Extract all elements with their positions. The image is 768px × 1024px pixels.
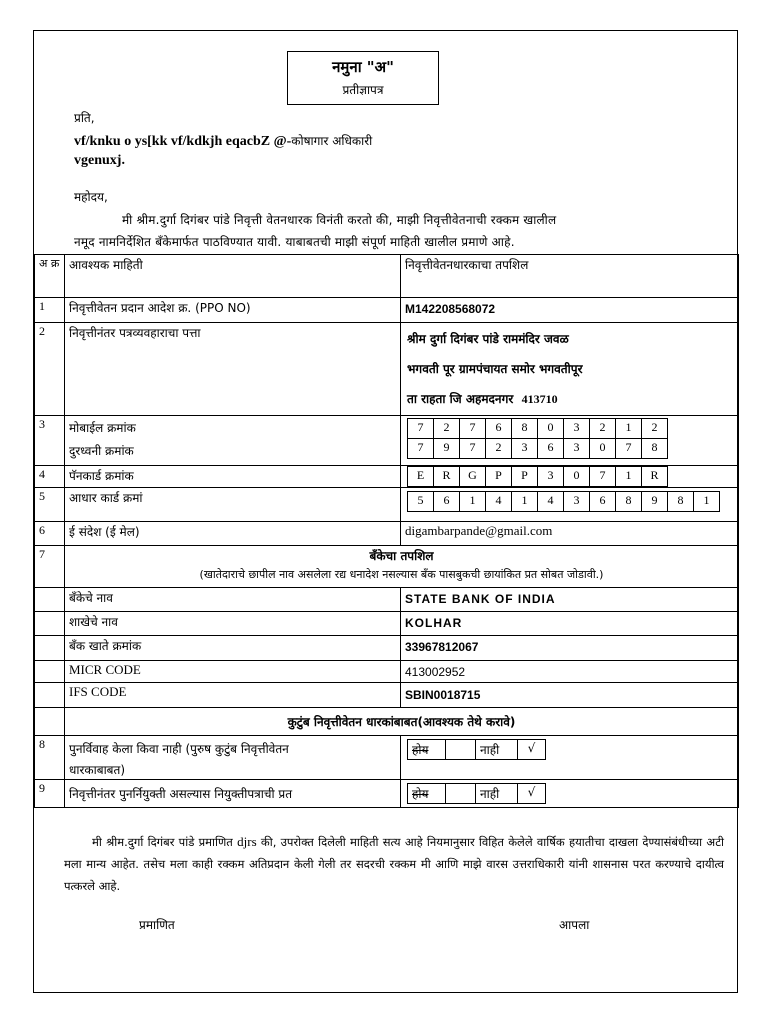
ifsc-value: SBIN0018715 xyxy=(401,683,739,708)
declaration-part1: मी श्रीम.दुर्गा दिगंबर पांडे प्रमाणित xyxy=(92,835,238,849)
mobile-phone-values xyxy=(401,416,739,466)
table-row xyxy=(35,736,739,780)
details-table xyxy=(34,254,739,808)
addressee-office: कोषागार अधिकारी xyxy=(291,134,373,148)
phone-label: दुरध्वनी क्रमांक xyxy=(69,444,134,458)
aadhar-digits xyxy=(407,491,720,512)
mobile-digit: 1 xyxy=(616,419,642,439)
reappointment-options xyxy=(401,780,739,808)
row9-sr: 9 xyxy=(35,780,65,808)
table-row xyxy=(35,416,739,466)
pan-char: 0 xyxy=(564,467,590,487)
table-row xyxy=(35,298,739,323)
form-title: नमुना "अ" xyxy=(332,58,394,76)
address-line2: भगवती पूर ग्रामपंचायत समोर भगवतीपूर xyxy=(407,362,583,376)
bank-note: (खातेदाराचे छापील नाव असलेला रद्य धनादेश नसल्यास बँक पासबुकची छायांकित प्रत सोबत जोडावी.) xyxy=(199,568,604,581)
aadhar-digit: 5 xyxy=(408,492,434,512)
certified-label: प्रमाणित xyxy=(139,918,175,932)
aadhar-digit: 4 xyxy=(486,492,512,512)
branch-label: शाखेचे नाव xyxy=(65,612,401,636)
addressee-line1 xyxy=(74,130,372,150)
table-row xyxy=(35,488,739,522)
yours-label: आपला xyxy=(559,918,590,932)
form-page xyxy=(33,30,738,993)
reappointment-label: निवृत्तीनंतर पुनर्नियुक्ती असल्यास नियुक्तीपत्राची प्रत xyxy=(65,780,401,808)
addressee-encoded: vf/knku o ys[kk vf/kdkjh eqacbZ @- xyxy=(74,134,292,149)
form-subtitle: प्रतीज्ञापत्र xyxy=(342,83,384,97)
remarriage-check: √ xyxy=(518,740,546,760)
mobile-digit: 3 xyxy=(564,419,590,439)
account-value: 33967812067 xyxy=(401,636,739,661)
address-pin: 413710 xyxy=(521,392,558,406)
ppo-number: M142208568072 xyxy=(401,298,739,323)
aadhar-digit: 1 xyxy=(460,492,486,512)
address-value xyxy=(401,323,739,416)
row7-sr: 7 xyxy=(35,546,65,588)
row1-label: निवृत्तीवेतन प्रदान आदेश क्र. (PPO NO) xyxy=(65,298,401,323)
table-row xyxy=(35,466,739,488)
address-line1: श्रीम दुर्गा दिगंबर पांडे राममंदिर जवळ xyxy=(407,332,569,346)
phone-digit: 0 xyxy=(590,439,616,459)
bank-heading-cell xyxy=(65,546,739,588)
aadhar-digit: 6 xyxy=(590,492,616,512)
pan-char: G xyxy=(460,467,486,487)
aadhar-digit: 1 xyxy=(694,492,720,512)
phone-digit: 6 xyxy=(538,439,564,459)
declaration-encoded: djrs xyxy=(237,834,257,849)
table-row xyxy=(35,780,739,808)
row4-sr: 4 xyxy=(35,466,65,488)
aadhar-digit: 8 xyxy=(616,492,642,512)
pan-char: E xyxy=(408,467,434,487)
row6-sr: 6 xyxy=(35,522,65,546)
branch-value: KOLHAR xyxy=(401,612,739,636)
mobile-digits xyxy=(407,418,668,459)
row8-sr: 8 xyxy=(35,736,65,780)
table-row xyxy=(35,636,739,661)
pan-char: R xyxy=(434,467,460,487)
aadhar-digit: 3 xyxy=(564,492,590,512)
pan-char: 1 xyxy=(616,467,642,487)
aadhar-digit: 9 xyxy=(642,492,668,512)
table-row xyxy=(35,522,739,546)
pan-digits xyxy=(407,466,668,487)
email-value: digambarpande@gmail.com xyxy=(401,522,739,546)
phone-digit: 2 xyxy=(486,439,512,459)
pan-char: P xyxy=(512,467,538,487)
family-heading: कुटुंब निवृत्तीवेतन धारकांबाबत(आवश्यक तेथे करावे) xyxy=(65,708,739,736)
declaration-paragraph xyxy=(64,831,724,897)
phone-digit: 7 xyxy=(616,439,642,459)
aadhar-digit: 6 xyxy=(434,492,460,512)
table-row xyxy=(35,661,739,683)
phone-digit: 3 xyxy=(564,439,590,459)
mobile-digit: 2 xyxy=(590,419,616,439)
pan-value xyxy=(401,466,739,488)
remarriage-label-line2: धारकाबाबत) xyxy=(69,763,126,777)
ifsc-label: IFS CODE xyxy=(65,683,401,708)
row5-label: आधार कार्ड क्रमां xyxy=(65,488,401,522)
bank-name-label: बँकेचे नाव xyxy=(65,588,401,612)
pan-char: P xyxy=(486,467,512,487)
reappointment-no: नाही xyxy=(476,784,518,804)
bank-heading: बँकेचा तपशिल xyxy=(369,549,434,563)
mobile-digit: 7 xyxy=(460,419,486,439)
remarriage-options xyxy=(401,736,739,780)
pan-char: R xyxy=(642,467,668,487)
header-sr: अ क्र xyxy=(35,255,65,298)
row4-label: पॅनकार्ड क्रमांक xyxy=(65,466,401,488)
intro-line2: नमूद नामनिर्देशित बँकेमार्फत पाठविण्यात यावी. याबाबतची माझी संपूर्ण माहिती खालील प्रमाणे आहे. xyxy=(74,235,515,249)
aadhar-value xyxy=(401,488,739,522)
pan-char: 3 xyxy=(538,467,564,487)
salutation: महोदय, xyxy=(74,190,108,204)
micr-label: MICR CODE xyxy=(65,661,401,683)
mobile-label: मोबाईल क्रमांक xyxy=(69,421,136,435)
mobile-digit: 2 xyxy=(642,419,668,439)
row2-sr: 2 xyxy=(35,323,65,416)
table-row xyxy=(35,708,739,736)
phone-digit: 3 xyxy=(512,439,538,459)
mobile-digit: 6 xyxy=(486,419,512,439)
reappointment-check: √ xyxy=(518,784,546,804)
address-line3: ता राहता जि अहमदनगर xyxy=(407,392,514,406)
header-label: आवश्यक माहिती xyxy=(65,255,401,298)
remarriage-label-line1: पुनर्विवाह केला किवा नाही (पुरुष कुटुंब निवृत्तीवेतन xyxy=(69,742,289,756)
row1-sr: 1 xyxy=(35,298,65,323)
row6-label: ई संदेश (ई मेल) xyxy=(65,522,401,546)
bank-name-value: STATE BANK OF INDIA xyxy=(401,588,739,612)
remarriage-no: नाही xyxy=(476,740,518,760)
table-header-row xyxy=(35,255,739,298)
mobile-digit: 2 xyxy=(434,419,460,439)
addressee-line2: vgenuxj. xyxy=(74,153,125,168)
aadhar-digit: 1 xyxy=(512,492,538,512)
reappointment-yes: होय xyxy=(408,784,446,804)
remarriage-option-table xyxy=(407,739,546,760)
phone-digit: 8 xyxy=(642,439,668,459)
row3-sr: 3 xyxy=(35,416,65,466)
table-row xyxy=(35,588,739,612)
intro-line1: मी श्रीम.दुर्गा दिगंबर पांडे निवृत्ती वेतनधारक विनंती करतो की, माझी निवृत्तीवेतनाची रक्कम खालील xyxy=(122,213,557,227)
micr-value: 413002952 xyxy=(401,661,739,683)
form-title-box xyxy=(287,51,439,105)
to-label: प्रति, xyxy=(74,111,95,125)
phone-digit: 9 xyxy=(434,439,460,459)
table-row xyxy=(35,683,739,708)
table-row xyxy=(35,323,739,416)
aadhar-digit: 8 xyxy=(668,492,694,512)
table-row xyxy=(35,612,739,636)
declaration-part2: की, उपरोक्त दिलेली माहिती सत्य आहे नियमानुसार विहित केलेले वार्षिक हयातीचा दाखला देण्यासंबंधीच्या अटी मला मान्य आहेत. तसेच मला काही रक्कम अतिप्रदान केली गेली तर सदरची रक्कम मी आणि माझे वारस उत्तराधिकारी यांनी शासनास परत करण्याचे दायीत्व पत्करले आहे. xyxy=(64,835,724,893)
header-value: निवृत्तीवेतनधारकाचा तपशिल xyxy=(401,255,739,298)
mobile-digit: 0 xyxy=(538,419,564,439)
mobile-digit: 8 xyxy=(512,419,538,439)
row3-label xyxy=(65,416,401,466)
pan-char: 7 xyxy=(590,467,616,487)
reappointment-option-table xyxy=(407,783,546,804)
row5-sr: 5 xyxy=(35,488,65,522)
row2-label: निवृत्तीनंतर पत्रव्यवहाराचा पत्ता xyxy=(65,323,401,416)
aadhar-digit: 4 xyxy=(538,492,564,512)
mobile-digit: 7 xyxy=(408,419,434,439)
remarriage-label xyxy=(65,736,401,780)
remarriage-yes: होय xyxy=(408,740,446,760)
table-row xyxy=(35,546,739,588)
phone-digit: 7 xyxy=(408,439,434,459)
phone-digit: 7 xyxy=(460,439,486,459)
account-label: बँक खाते क्रमांक xyxy=(65,636,401,661)
